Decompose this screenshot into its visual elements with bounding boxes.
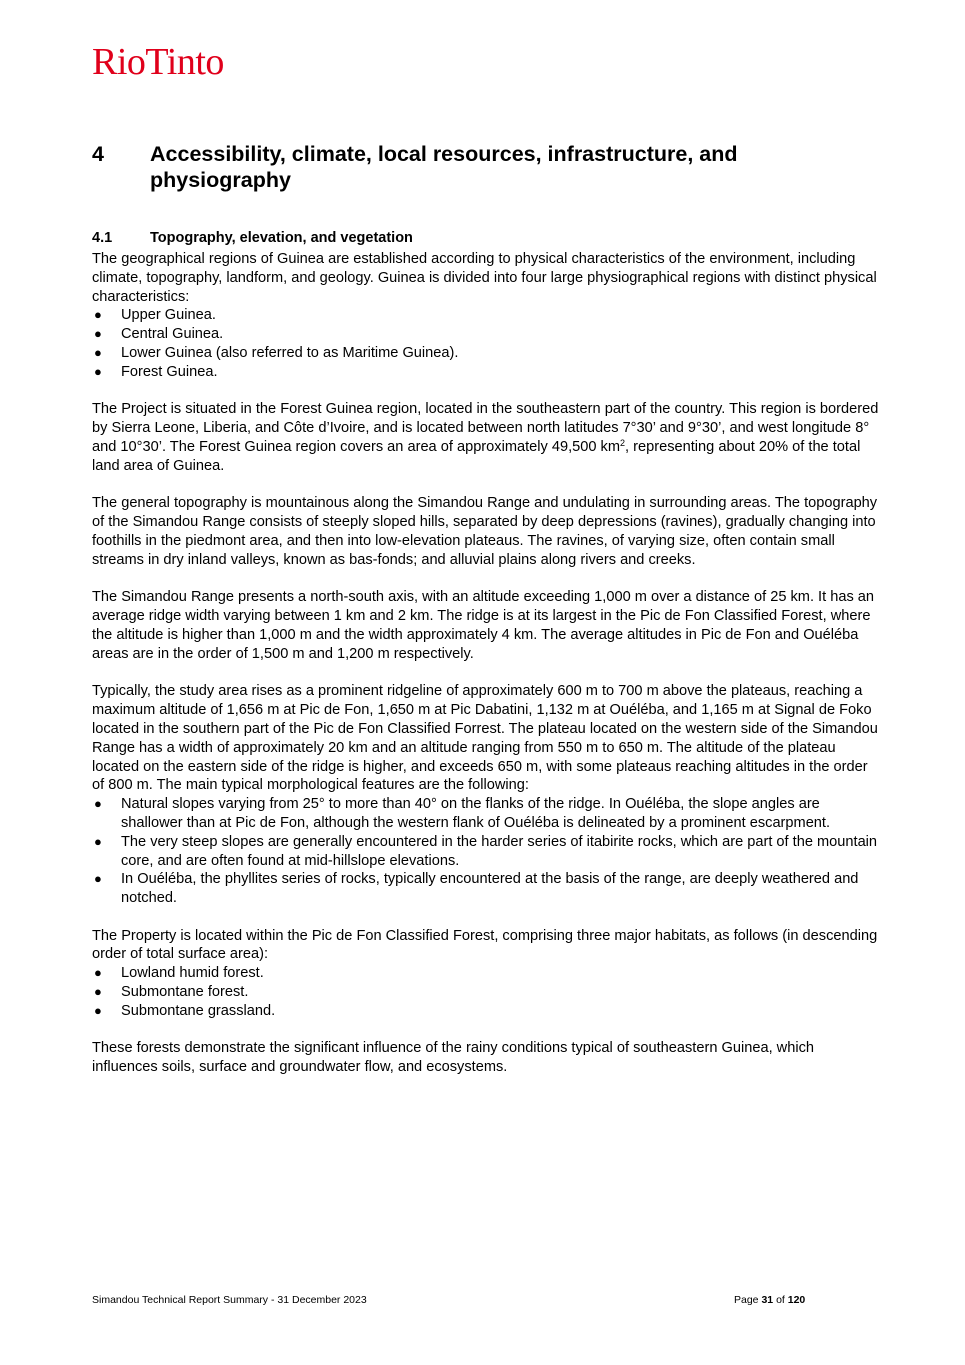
page-label: Page: [734, 1294, 759, 1306]
bullet-icon: ●: [94, 344, 102, 360]
section-heading: [92, 141, 882, 193]
list-item-text: Submontane grassland.: [121, 1002, 276, 1019]
page-content: [92, 141, 882, 1077]
bullet-icon: ●: [94, 363, 102, 379]
project-text-b: , representing about 20% of the total land area of Guinea.: [92, 438, 861, 474]
study-area-paragraph: Typically, the study area rises as a prominent ridgeline of approximately 600 m to 700 m above the plateaus, reaching a maximum altitude of 1,656 m at Pic de Fon, 1,650 m at Pic Dabatini, 1,132 m at Ouéléba, and 1,165 m at Signal de Foko located in the southern part of the Pic de Fon Classified Forrest. The plateau located on the western side of the Simandou Range has a width of approximately 20 km and an altitude ranging from 550 m to 650 m. The altitude of the plateau located on the eastern side of the ridge is higher, and exceeds 650 m, with some plateaus reaching altitudes in the order of 800 m. The main typical morphological features are the following:: [92, 683, 878, 794]
bullet-icon: ●: [94, 833, 102, 849]
subsection-title: Topography, elevation, and vegetation: [150, 230, 413, 246]
regions-list: [92, 306, 882, 381]
section-title: Accessibility, climate, local resources, infrastructure, and physiography: [150, 142, 738, 192]
property-paragraph: The Property is located within the Pic de Fon Classified Forest, comprising three major habitats, as follows (in descending order of total surface area):: [92, 927, 878, 963]
footer-document-title: Simandou Technical Report Summary - 31 December 2023: [92, 1294, 367, 1306]
list-item-text: Forest Guinea.: [121, 363, 218, 380]
project-paragraph: [92, 400, 882, 475]
project-text-a: The Project is situated in the Forest Guinea region, located in the southeastern part of the country. This region is bordered by Sierra Leone, Liberia, and Côte d’Ivoire, and is located between north latitudes 7°30’ and 9°30’, and west longitude 8° and 10°30’. The Forest Guinea region covers an area of approximately 49,500 km: [92, 401, 879, 455]
habitats-list: [92, 964, 882, 1020]
list-item-text: Submontane forest.: [121, 984, 249, 1001]
bullet-icon: ●: [94, 871, 102, 887]
list-item: [92, 983, 882, 1002]
list-item-text: In Ouéléba, the phyllites series of rocks, typically encountered at the basis of the range, are deeply weathered and notched.: [121, 871, 859, 907]
list-item-text: Lowland humid forest.: [121, 965, 264, 982]
forests-paragraph: These forests demonstrate the significant influence of the rainy conditions typical of southeastern Guinea, which influences soils, surface and groundwater flow, and ecosystems.: [92, 1040, 814, 1076]
rio-tinto-logo: RioTinto: [92, 41, 224, 83]
bullet-icon: ●: [94, 326, 102, 342]
list-item-text: Upper Guinea.: [121, 307, 216, 324]
list-item-text: Natural slopes varying from 25° to more than 40° on the flanks of the ridge. In Ouéléba, the slope angles are shallower than at Pic de Fon, although the western flank of Ouéléba is delineated by a prominent escarpment.: [121, 796, 831, 831]
list-item: [92, 325, 882, 344]
features-list: [92, 795, 882, 908]
subsection-number: 4.1: [92, 230, 113, 246]
list-item-text: Central Guinea.: [121, 326, 224, 343]
current-page: 31: [761, 1294, 774, 1306]
bullet-icon: ●: [94, 796, 102, 812]
list-item: [92, 306, 882, 325]
subsection-heading: [92, 229, 882, 248]
intro-paragraph: The geographical regions of Guinea are established according to physical characteristics of the environment, including climate, topography, landform, and geology. Guinea is divided into four large physiographical regions with distinct physical characteristics:: [92, 251, 877, 305]
superscript: 2: [620, 437, 626, 448]
list-item: [92, 870, 882, 908]
range-paragraph: The Simandou Range presents a north-south axis, with an altitude exceeding 1,000 m over a distance of 25 km. It has an average ridge width varying between 1 km and 2 km. The ridge is at its largest in the Pic de Fon Classified Forest, where the altitude is higher than 1,000 m and the width approximately 4 km. The average altitudes in Pic de Fon and Ouéléba areas are in the order of 1,500 m and 1,200 m respectively.: [92, 589, 875, 662]
footer-page-number: [734, 1293, 805, 1307]
total-pages: 120: [787, 1294, 806, 1306]
section-number: 4: [92, 142, 104, 166]
list-item: [92, 363, 882, 382]
list-item: [92, 1002, 882, 1021]
bullet-icon: ●: [94, 1002, 102, 1018]
list-item-text: The very steep slopes are generally encountered in the harder series of itabirite rocks, which are part of the mountain core, and are often found at mid-hillslope elevations.: [121, 833, 878, 869]
of-label: of: [776, 1294, 785, 1306]
list-item: [92, 795, 882, 833]
list-item: [92, 833, 882, 871]
list-item-text: Lower Guinea (also referred to as Maritime Guinea).: [121, 344, 459, 361]
bullet-icon: ●: [94, 984, 102, 1000]
list-item: [92, 344, 882, 363]
bullet-icon: ●: [94, 307, 102, 323]
topography-paragraph: The general topography is mountainous along the Simandou Range and undulating in surrounding areas. The topography of the Simandou Range consists of steeply sloped hills, separated by deep depressions (ravines), gradually changing into foothills in the piedmont area, and then into low-elevation plateaus. The ravines, of varying size, often contain small streams in dry inland valleys, known as bas-fonds; and alluvial plains along rivers and creeks.: [92, 495, 878, 568]
bullet-icon: ●: [94, 965, 102, 981]
list-item: [92, 964, 882, 983]
